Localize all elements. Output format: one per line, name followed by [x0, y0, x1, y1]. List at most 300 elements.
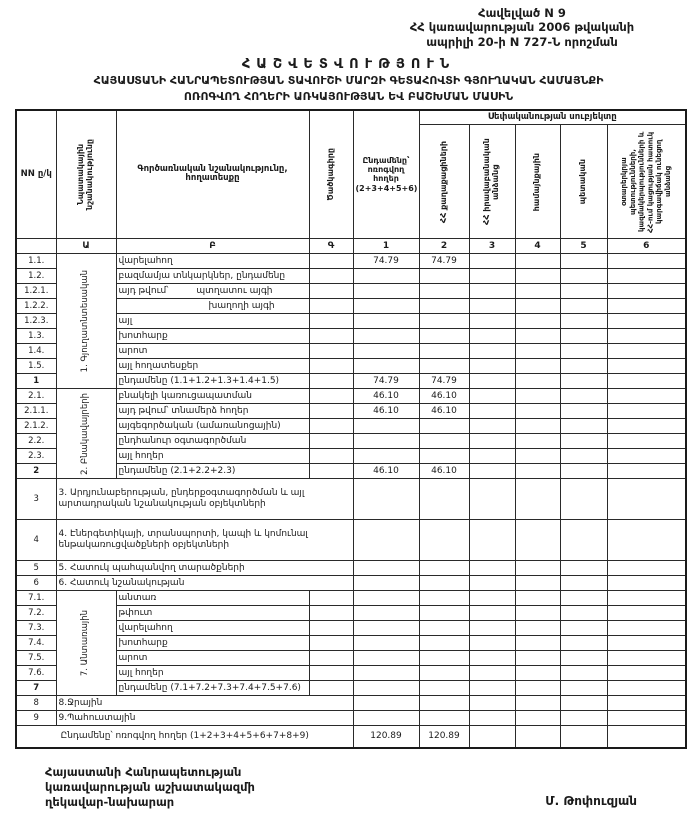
- label-cell: 6. Հատուկ նշանակության: [56, 576, 353, 591]
- footer-line-2: կառավարության աշխատակազմի: [45, 779, 255, 794]
- value-cell: [607, 299, 686, 314]
- nn-cell: 9: [16, 711, 56, 726]
- value-cell: [607, 434, 686, 449]
- nn-cell: 7.1.: [16, 591, 56, 606]
- header-col-state: [560, 125, 607, 239]
- label-cell: ընդամենը (1.1+1.2+1.3+1.4+1.5): [116, 374, 309, 389]
- code-cell: [309, 404, 353, 419]
- label-cell: 9.Պահուստային: [56, 711, 353, 726]
- land-report-table: [15, 109, 687, 749]
- nn-cell: 1.2.1.: [16, 284, 56, 299]
- nn-cell: 1.2.: [16, 269, 56, 284]
- value-cell: [607, 449, 686, 464]
- section-label: 2. Բնակավայրերի: [80, 392, 91, 475]
- table-row: [16, 359, 686, 374]
- value-cell: [607, 344, 686, 359]
- table-row-industry: [16, 479, 686, 520]
- value-cell: [419, 520, 469, 561]
- table-row-total-1: [16, 374, 686, 389]
- label-cell: [116, 284, 309, 299]
- value-cell: [515, 389, 560, 404]
- value-cell: [469, 666, 515, 681]
- code-cell: [309, 591, 353, 606]
- value-cell: 120.89: [353, 726, 419, 748]
- header-col-citizens: [419, 125, 469, 239]
- value-cell: [607, 696, 686, 711]
- letter-cell: 1: [353, 239, 419, 254]
- nn-cell: 1.1.: [16, 254, 56, 269]
- title-block: [0, 57, 697, 105]
- value-cell: [469, 621, 515, 636]
- header-code: [309, 110, 353, 239]
- nn-cell: 7.4.: [16, 636, 56, 651]
- nn-cell: 2.2.: [16, 434, 56, 449]
- nn-cell: 7: [16, 681, 56, 696]
- value-cell: [560, 419, 607, 434]
- label-cell: վարելահող: [116, 621, 309, 636]
- value-cell: [353, 359, 419, 374]
- section-label: 1. Գյուղատնտեսական: [80, 270, 91, 373]
- value-cell: [607, 269, 686, 284]
- value-cell: [353, 344, 419, 359]
- nn-cell: 3: [16, 479, 56, 520]
- value-cell: [469, 374, 515, 389]
- value-cell: [607, 561, 686, 576]
- value-cell: [353, 314, 419, 329]
- value-cell: [515, 434, 560, 449]
- header-col-community-text: համայնքային: [532, 152, 542, 211]
- code-cell: [309, 419, 353, 434]
- value-cell: [469, 389, 515, 404]
- label-cell: ընդամենը (2.1+2.2+2.3): [116, 464, 309, 479]
- grand-total-label: Ընդամենը՝ ոռոգվող հողեր (1+2+3+4+5+6+7+8+9): [16, 726, 353, 748]
- value-cell: [419, 651, 469, 666]
- nn-cell: 7.3.: [16, 621, 56, 636]
- value-cell: [353, 681, 419, 696]
- value-cell: [515, 520, 560, 561]
- code-cell: [309, 606, 353, 621]
- value-cell: [353, 419, 419, 434]
- value-cell: [607, 314, 686, 329]
- value-cell: [419, 449, 469, 464]
- value-cell: [515, 681, 560, 696]
- value-cell: [469, 606, 515, 621]
- footer-line-3: ղեկավար-նախարար: [45, 794, 175, 809]
- value-cell: 46.10: [419, 404, 469, 419]
- value-cell: [560, 344, 607, 359]
- value-cell: [560, 651, 607, 666]
- value-cell: 46.10: [419, 389, 469, 404]
- nn-cell: 7.6.: [16, 666, 56, 681]
- value-cell: [515, 419, 560, 434]
- value-cell: [353, 636, 419, 651]
- footer-line-1: Հայաստանի Հանրապետության: [45, 764, 242, 779]
- value-cell: [353, 329, 419, 344]
- letter-cell: Բ: [116, 239, 309, 254]
- table-row: [16, 419, 686, 434]
- value-cell: [469, 314, 515, 329]
- value-cell: [353, 284, 419, 299]
- section-forest: [56, 591, 116, 696]
- table-row-total-2: [16, 464, 686, 479]
- value-cell: [469, 520, 515, 561]
- value-cell: [469, 696, 515, 711]
- value-cell: [560, 374, 607, 389]
- appendix-line-1: Հավելված N 9: [478, 6, 566, 20]
- label-sub: պտղատու այգի: [196, 286, 273, 297]
- header-col-citizens-text: ՀՀ քաղաքացիների: [438, 140, 448, 223]
- value-cell: [469, 464, 515, 479]
- value-cell: [515, 651, 560, 666]
- code-cell: [309, 621, 353, 636]
- value-cell: [607, 711, 686, 726]
- value-cell: [560, 464, 607, 479]
- value-cell: 74.79: [353, 254, 419, 269]
- value-cell: 120.89: [419, 726, 469, 748]
- letter-cell: 5: [560, 239, 607, 254]
- value-cell: [515, 621, 560, 636]
- value-cell: [560, 666, 607, 681]
- value-cell: [515, 464, 560, 479]
- code-cell: [309, 299, 353, 314]
- table-row: [16, 449, 686, 464]
- value-cell: [469, 404, 515, 419]
- letter-cell: Ա: [56, 239, 116, 254]
- value-cell: 74.79: [419, 254, 469, 269]
- value-cell: [469, 419, 515, 434]
- nn-cell: 4: [16, 520, 56, 561]
- value-cell: [607, 621, 686, 636]
- value-cell: [560, 329, 607, 344]
- value-cell: [515, 636, 560, 651]
- nn-cell: 7.5.: [16, 651, 56, 666]
- letter-cell: 4: [515, 239, 560, 254]
- code-cell: [309, 636, 353, 651]
- value-cell: [515, 254, 560, 269]
- header-col-foreign-text: օտարերկրյա պետությունների, կազմակերպությունների և ՀՀ-ում կացության հատուկ կարգավիճակ ունեցող անձանց: [620, 131, 672, 233]
- table-row-water: [16, 696, 686, 711]
- value-cell: [607, 651, 686, 666]
- signatory-title: [45, 765, 255, 810]
- label-cell: խոտհարք: [116, 329, 309, 344]
- value-cell: [469, 591, 515, 606]
- value-cell: [419, 434, 469, 449]
- value-cell: [419, 606, 469, 621]
- code-cell: [309, 666, 353, 681]
- code-cell: [309, 434, 353, 449]
- report-subtitle-2: ՈՌՈԳՎՈՂ ՀՈՂԵՐԻ ԱՌԿԱՅՈՒԹՅԱՆ ԵՎ ԲԱՇԽՄԱՆ ՄԱՍԻՆ: [183, 90, 514, 104]
- value-cell: [469, 561, 515, 576]
- nn-cell: 2.1.2.: [16, 419, 56, 434]
- value-cell: 46.10: [353, 389, 419, 404]
- label-cell: այլ հողատեսքեր: [116, 359, 309, 374]
- table-row-special: [16, 576, 686, 591]
- value-cell: 74.79: [419, 374, 469, 389]
- value-cell: [469, 284, 515, 299]
- label-cell: 8.Ջրային: [56, 696, 353, 711]
- header-purpose-text: Նպատակային նշանակությունը: [76, 138, 94, 210]
- value-cell: 74.79: [353, 374, 419, 389]
- value-cell: [560, 389, 607, 404]
- value-cell: [560, 269, 607, 284]
- nn-cell: 1.3.: [16, 329, 56, 344]
- code-cell: [309, 374, 353, 389]
- value-cell: [353, 711, 419, 726]
- value-cell: [353, 621, 419, 636]
- value-cell: [560, 449, 607, 464]
- label-cell: այլ հողեր: [116, 449, 309, 464]
- table-row-reserve: [16, 711, 686, 726]
- table-row: [16, 299, 686, 314]
- value-cell: [469, 636, 515, 651]
- value-cell: [607, 464, 686, 479]
- nn-cell: 1.2.3.: [16, 314, 56, 329]
- value-cell: [515, 284, 560, 299]
- header-nn: NN ը/կ: [16, 110, 56, 239]
- value-cell: [419, 419, 469, 434]
- letters-row: [16, 239, 686, 254]
- value-cell: [515, 344, 560, 359]
- value-cell: [607, 726, 686, 748]
- value-cell: [560, 520, 607, 561]
- code-cell: [309, 464, 353, 479]
- value-cell: [515, 449, 560, 464]
- code-cell: [309, 449, 353, 464]
- label-cell: բնակելի կառուցապատման: [116, 389, 309, 404]
- nn-cell: 1.2.2.: [16, 299, 56, 314]
- label-cell: անտառ: [116, 591, 309, 606]
- value-cell: [515, 404, 560, 419]
- header-col-state-text: պետական: [578, 159, 588, 205]
- header-col-legal-entities: [469, 125, 515, 239]
- label-cell: այդ թվում՝ տնամերձ հողեր: [116, 404, 309, 419]
- table-row: [16, 284, 686, 299]
- value-cell: [607, 284, 686, 299]
- value-cell: [515, 359, 560, 374]
- value-cell: [607, 359, 686, 374]
- value-cell: [469, 681, 515, 696]
- value-cell: [419, 479, 469, 520]
- table-row-total-7: [16, 681, 686, 696]
- header-functional: Գործառնական նշանակությունը, հողատեսքը: [116, 110, 309, 239]
- code-cell: [309, 329, 353, 344]
- signature-name: Մ. Թոփուզյան: [545, 793, 637, 808]
- label-cell: ընդամենը (7.1+7.2+7.3+7.4+7.5+7.6): [116, 681, 309, 696]
- label-cell: թփուտ: [116, 606, 309, 621]
- value-cell: 46.10: [419, 464, 469, 479]
- header-purpose: [56, 110, 116, 239]
- value-cell: [353, 434, 419, 449]
- value-cell: [560, 479, 607, 520]
- value-cell: [560, 404, 607, 419]
- value-cell: [419, 576, 469, 591]
- header-col-community: [515, 125, 560, 239]
- header-ownership-group: Սեփականության սուբյեկտը: [419, 110, 686, 125]
- nn-cell: 6: [16, 576, 56, 591]
- label-cell: [116, 299, 309, 314]
- value-cell: [515, 696, 560, 711]
- value-cell: [560, 314, 607, 329]
- nn-cell: 1.5.: [16, 359, 56, 374]
- value-cell: [419, 269, 469, 284]
- value-cell: [560, 621, 607, 636]
- value-cell: [515, 374, 560, 389]
- label-cell: բազմամյա տնկարկներ, ընդամենը: [116, 269, 309, 284]
- value-cell: [469, 449, 515, 464]
- value-cell: [607, 606, 686, 621]
- table-row: [16, 269, 686, 284]
- nn-cell: 1.4.: [16, 344, 56, 359]
- table-row: [16, 636, 686, 651]
- table-row: [16, 591, 686, 606]
- value-cell: [419, 329, 469, 344]
- value-cell: [560, 561, 607, 576]
- value-cell: [560, 681, 607, 696]
- letter-cell: 2: [419, 239, 469, 254]
- code-cell: [309, 269, 353, 284]
- report-subtitle-1: ՀԱՅԱՍՏԱՆԻ ՀԱՆՐԱՊԵՏՈՒԹՅԱՆ ՏԱՎՈՒՇԻ ՄԱՐԶԻ ԳԵՏԱՀՈՎՏԻ ԳՅՈՒՂԱԿԱՆ ՀԱՄԱՅՆՔԻ: [93, 74, 604, 88]
- value-cell: [607, 254, 686, 269]
- value-cell: [515, 711, 560, 726]
- table-row: [16, 314, 686, 329]
- value-cell: [515, 666, 560, 681]
- footer: [45, 765, 637, 810]
- label-cell: վարելահող: [116, 254, 309, 269]
- value-cell: [607, 374, 686, 389]
- value-cell: [560, 299, 607, 314]
- value-cell: [353, 269, 419, 284]
- section-label: 7. Անտառային: [80, 610, 91, 677]
- value-cell: [469, 344, 515, 359]
- letter-cell: Գ: [309, 239, 353, 254]
- code-cell: [309, 359, 353, 374]
- report-title: ՀԱՇՎԵՏՎՈՒԹՅՈՒՆ: [241, 57, 456, 73]
- label-cell: արոտ: [116, 344, 309, 359]
- value-cell: [515, 576, 560, 591]
- value-cell: [353, 576, 419, 591]
- value-cell: [419, 666, 469, 681]
- table-row: [16, 404, 686, 419]
- table-row: [16, 344, 686, 359]
- nn-cell: 2.1.1.: [16, 404, 56, 419]
- letter-cell: 6: [607, 239, 686, 254]
- nn-cell: 1: [16, 374, 56, 389]
- section-residential: [56, 389, 116, 479]
- value-cell: [353, 299, 419, 314]
- value-cell: [515, 591, 560, 606]
- label-cell: ընդհանուր օգտագործման: [116, 434, 309, 449]
- nn-cell: 2.3.: [16, 449, 56, 464]
- code-cell: [309, 344, 353, 359]
- value-cell: [419, 314, 469, 329]
- value-cell: [560, 696, 607, 711]
- label-cell: այլ հողեր: [116, 666, 309, 681]
- label-cell: արոտ: [116, 651, 309, 666]
- value-cell: [515, 479, 560, 520]
- table-row: [16, 666, 686, 681]
- label-cell: խոտհարք: [116, 636, 309, 651]
- value-cell: [419, 636, 469, 651]
- value-cell: [469, 329, 515, 344]
- value-cell: [419, 359, 469, 374]
- label-cell: 5. Հատուկ պահպանվող տարածքների: [56, 561, 353, 576]
- value-cell: [419, 591, 469, 606]
- letter-cell: 3: [469, 239, 515, 254]
- table-row: [16, 606, 686, 621]
- value-cell: [607, 329, 686, 344]
- value-cell: [515, 606, 560, 621]
- table-row-energy: [16, 520, 686, 561]
- value-cell: [607, 419, 686, 434]
- label-cell: 3. Արդյունաբերության, ընդերքօգտագործման և այլ արտադրական նշանակության օբյեկտների: [56, 479, 353, 520]
- table-row: [16, 621, 686, 636]
- value-cell: [607, 389, 686, 404]
- value-cell: [607, 479, 686, 520]
- value-cell: [469, 711, 515, 726]
- value-cell: [607, 520, 686, 561]
- value-cell: [515, 269, 560, 284]
- value-cell: [560, 359, 607, 374]
- value-cell: [469, 651, 515, 666]
- value-cell: [469, 434, 515, 449]
- value-cell: [419, 561, 469, 576]
- value-cell: 46.10: [353, 464, 419, 479]
- value-cell: [469, 576, 515, 591]
- header-total: Ընդամենը՝ ոռոգվող հողեր (2+3+4+5+6): [353, 110, 419, 239]
- value-cell: [353, 696, 419, 711]
- label-cell: այգեգործական (ամառանոցային): [116, 419, 309, 434]
- value-cell: [353, 591, 419, 606]
- value-cell: [560, 606, 607, 621]
- nn-cell: 8: [16, 696, 56, 711]
- appendix-line-2: ՀՀ կառավարության 2006 թվականի: [409, 20, 635, 35]
- header-code-text: Ծածկագիրը: [325, 148, 335, 201]
- nn-cell: 7.2.: [16, 606, 56, 621]
- value-cell: [353, 561, 419, 576]
- value-cell: [419, 711, 469, 726]
- value-cell: [607, 636, 686, 651]
- value-cell: [469, 726, 515, 748]
- value-cell: [560, 636, 607, 651]
- nn-cell: 2: [16, 464, 56, 479]
- value-cell: [560, 576, 607, 591]
- value-cell: [515, 561, 560, 576]
- value-cell: [607, 576, 686, 591]
- value-cell: [353, 666, 419, 681]
- value-cell: [419, 299, 469, 314]
- value-cell: [515, 299, 560, 314]
- value-cell: [419, 284, 469, 299]
- value-cell: [353, 606, 419, 621]
- value-cell: [469, 254, 515, 269]
- header-col-legal-entities-text: ՀՀ իրավաբանական անձանց: [482, 138, 500, 226]
- table-row: [16, 254, 686, 269]
- table-row-protected: [16, 561, 686, 576]
- label-sub: խաղողի այգի: [208, 301, 275, 312]
- letter-cell: [16, 239, 56, 254]
- code-cell: [309, 314, 353, 329]
- value-cell: [469, 269, 515, 284]
- value-cell: 46.10: [353, 404, 419, 419]
- value-cell: [353, 479, 419, 520]
- appendix-line-3: ապրիլի 20-ի N 727-Ն որոշման: [426, 34, 618, 49]
- value-cell: [419, 344, 469, 359]
- value-cell: [560, 711, 607, 726]
- value-cell: [607, 666, 686, 681]
- value-cell: [419, 696, 469, 711]
- label-cell: 4. Էներգետիկայի, տրանսպորտի, կապի և կոմունալ ենթակառուցվածքների օբյեկտների: [56, 520, 353, 561]
- value-cell: [419, 681, 469, 696]
